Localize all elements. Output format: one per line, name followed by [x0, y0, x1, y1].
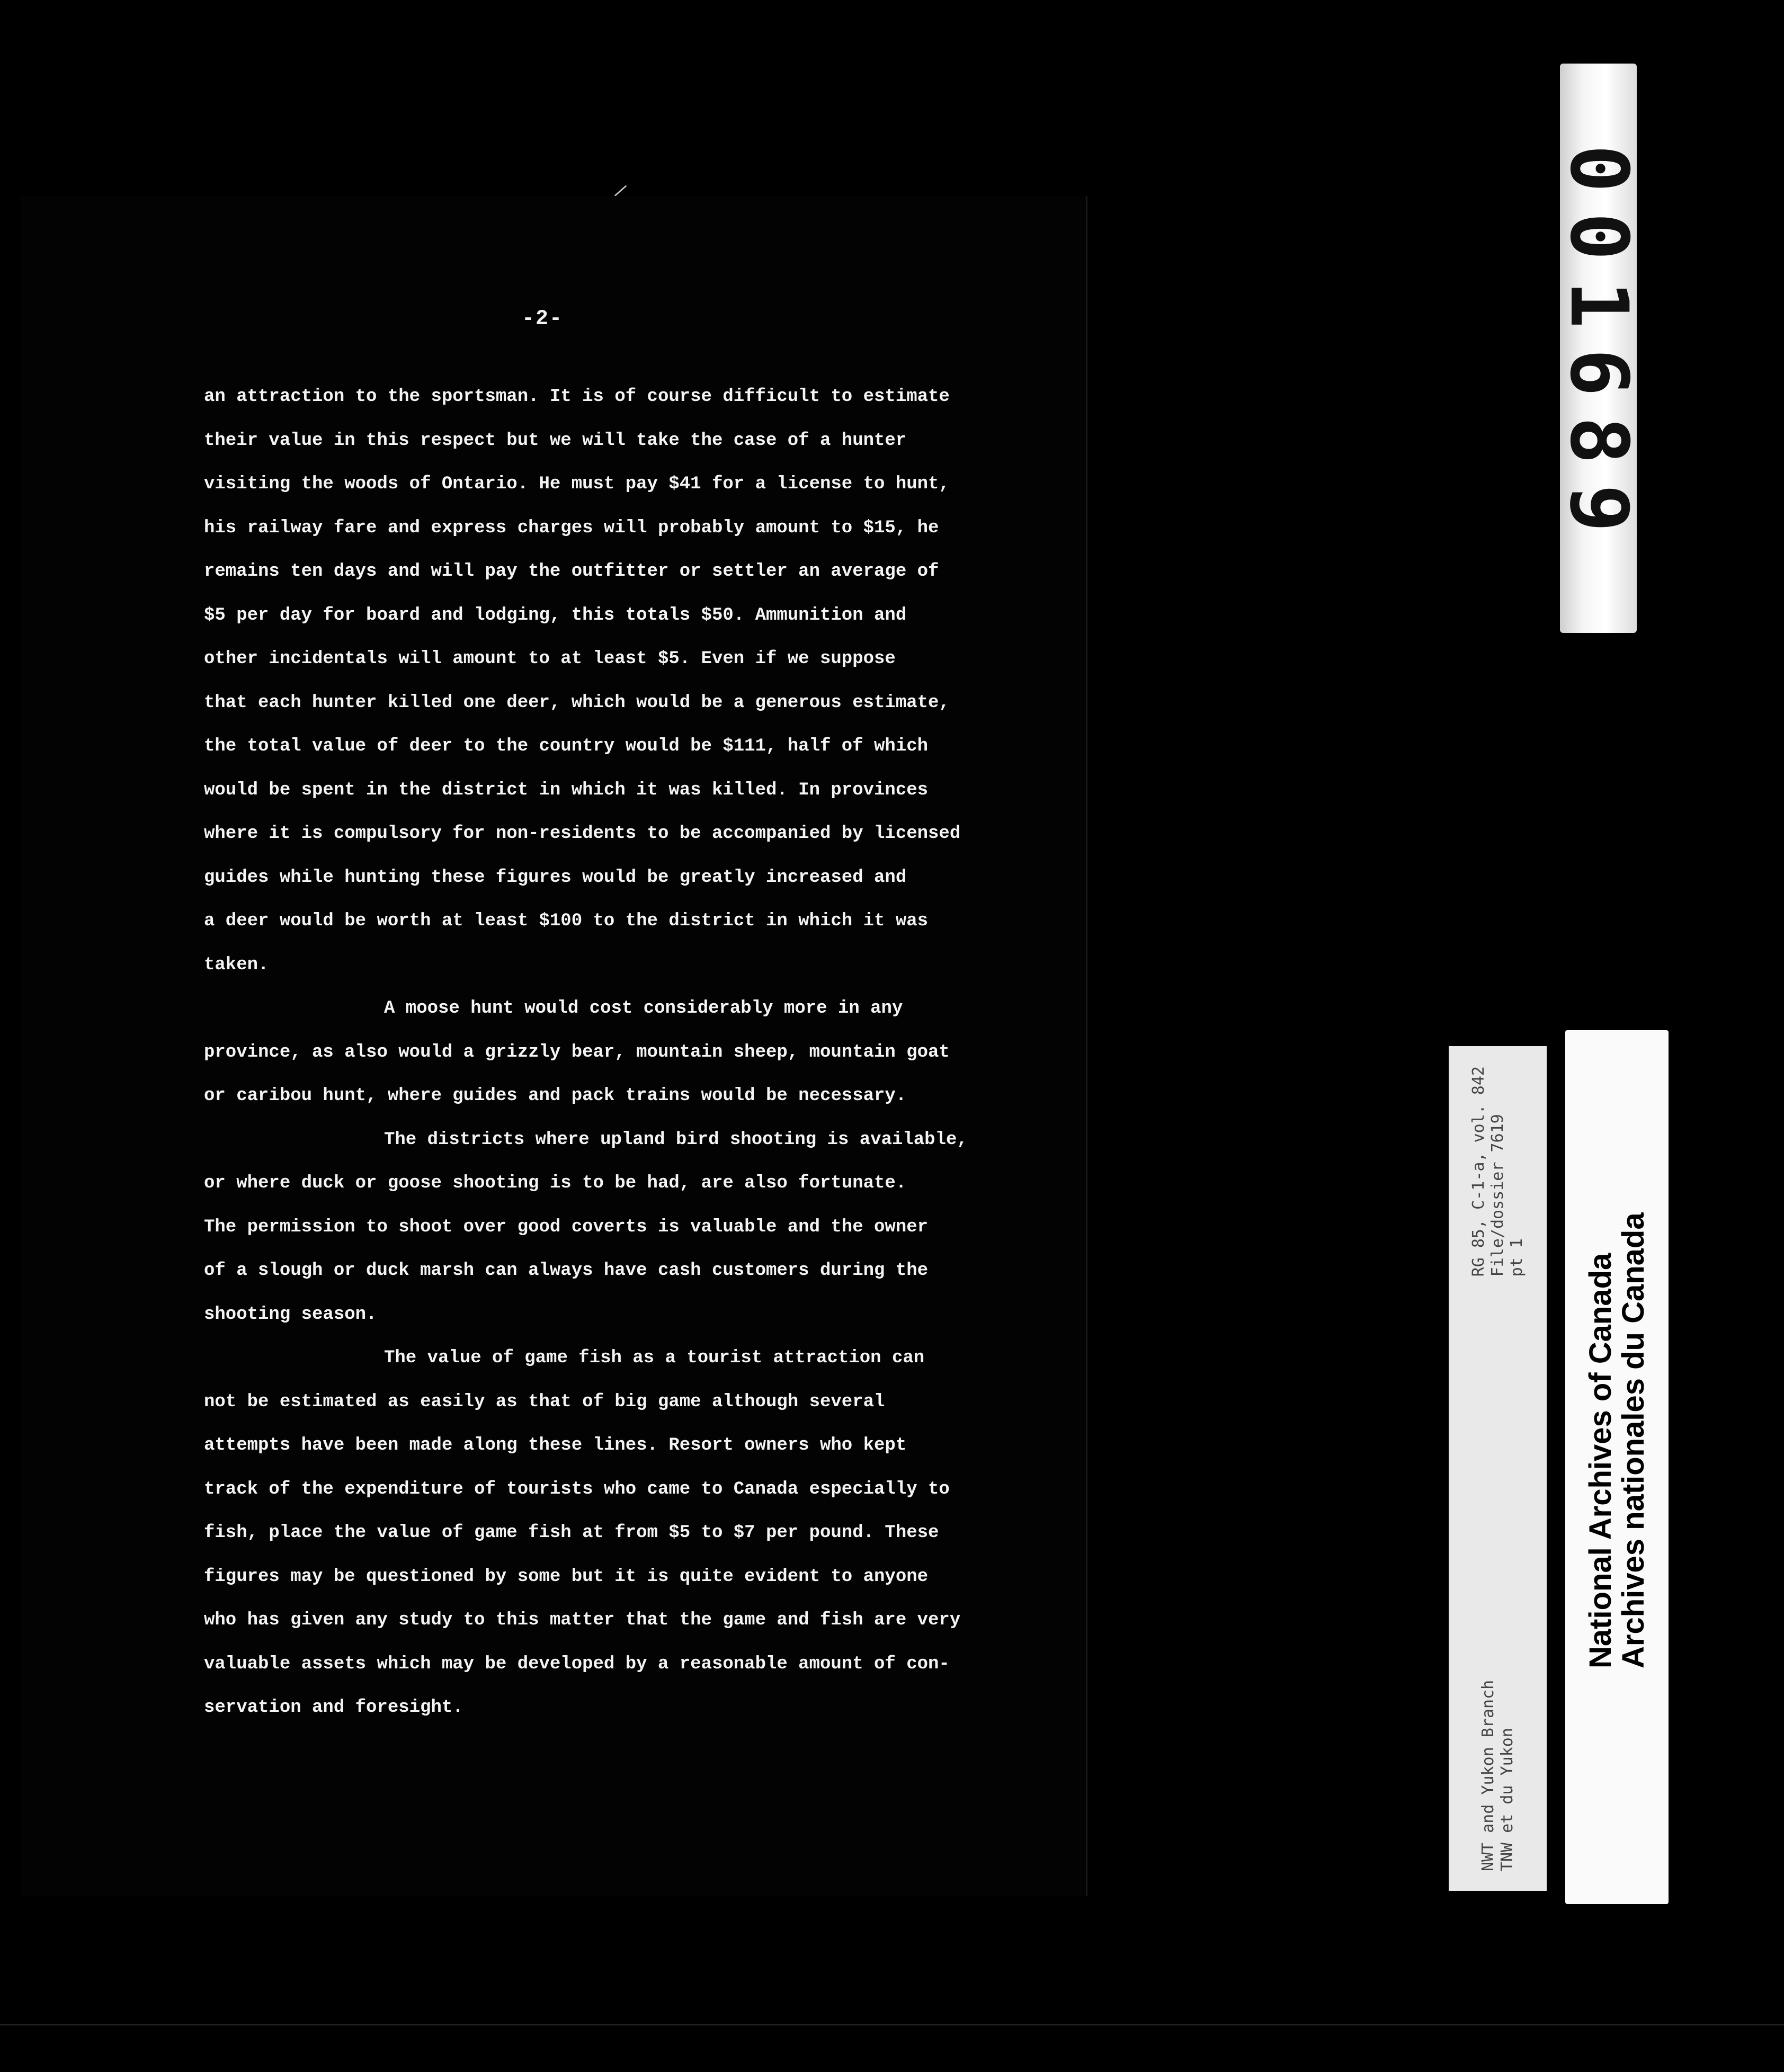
archives-label [1565, 1030, 1669, 1904]
text-line: visiting the woods of Ontario. He must pay $41 for a license to hunt, [204, 474, 950, 494]
text-line: not be estimated as easily as that of big game although several [204, 1391, 885, 1412]
text-line: or where duck or goose shooting is to be had, are also fortunate. [204, 1173, 907, 1193]
text-line: the total value of deer to the country would be $111, half of which [204, 736, 929, 756]
text-line: his railway fare and express charges will probably amount to $15, he [204, 517, 939, 538]
part-line: pt 1 [1507, 1238, 1526, 1276]
file-dossier-line: File/dossier 7619 [1488, 1113, 1507, 1276]
text-line: province, as also would a grizzly bear, mountain sheep, mountain goat [204, 1042, 950, 1062]
document-body [204, 375, 1009, 1730]
text-line: shooting season. [204, 1304, 377, 1325]
text-line: attempts have been made along these lines. Resort owners who kept [204, 1435, 907, 1455]
reference-label [1449, 1046, 1547, 1891]
text-line: who has given any study to this matter that the game and fish are very [204, 1610, 961, 1630]
text-line: an attraction to the sportsman. It is of course difficult to estimate [204, 387, 950, 407]
text-line: track of the expenditure of tourists who came to Canada especially to [204, 1479, 950, 1499]
branch-block [1479, 1680, 1517, 1871]
archives-name-fr: Archives nationales du Canada [1616, 1212, 1651, 1668]
text-line: guides while hunting these figures would be greatly increased and [204, 867, 907, 888]
frame-number-box [1552, 64, 1645, 633]
page-number: -2- [522, 307, 564, 331]
archives-name-en: National Archives of Canada [1583, 1253, 1618, 1668]
text-line: would be spent in the district in which it was killed. In provinces [204, 780, 929, 800]
paragraph [204, 375, 1009, 987]
text-line: remains ten days and will pay the outfitter or settler an average of [204, 561, 939, 582]
frame-number: 001689 [1552, 144, 1645, 552]
paragraph [204, 1336, 1009, 1730]
branch-line-en: NWT and Yukon Branch [1478, 1680, 1497, 1871]
text-line: figures may be questioned by some but it is quite evident to anyone [204, 1566, 929, 1587]
text-line: valuable assets which may be developed by a reasonable amount of con- [204, 1654, 950, 1674]
text-line: A moose hunt would cost considerably more in any [384, 998, 903, 1019]
divider [0, 2024, 1784, 2025]
text-line: where it is compulsory for non-residents to be accompanied by licensed [204, 824, 961, 844]
text-line: fish, place the value of game fish at from $5 to $7 per pound. These [204, 1523, 939, 1543]
text-line: servation and foresight. [204, 1698, 463, 1718]
text-line: their value in this respect but we will take the case of a hunter [204, 430, 907, 451]
text-line: The value of game fish as a tourist attraction can [384, 1348, 925, 1368]
file-reference-block [1469, 1066, 1527, 1276]
text-line: other incidentals will amount to at least $5. Even if we suppose [204, 649, 896, 669]
text-line: taken. [204, 954, 269, 975]
text-line: of a slough or duck marsh can always have cash customers during the [204, 1261, 929, 1281]
scan-mark: / [611, 181, 629, 204]
record-group-line: RG 85, C-1-a, vol. 842 [1469, 1066, 1488, 1276]
text-line: or caribou hunt, where guides and pack trains would be necessary. [204, 1086, 907, 1106]
paragraph [204, 1118, 1009, 1337]
text-line: $5 per day for board and lodging, this totals $50. Ammunition and [204, 605, 907, 626]
text-line: The permission to shoot over good coverts is valuable and the owner [204, 1217, 929, 1237]
text-line: that each hunter killed one deer, which would be a generous estimate, [204, 692, 950, 713]
paragraph [204, 987, 1009, 1118]
text-line: The districts where upland bird shooting is available, [384, 1129, 968, 1150]
branch-line-fr: TNW et du Yukon [1497, 1727, 1517, 1871]
text-line: a deer would be worth at least $100 to the district in which it was [204, 911, 929, 931]
